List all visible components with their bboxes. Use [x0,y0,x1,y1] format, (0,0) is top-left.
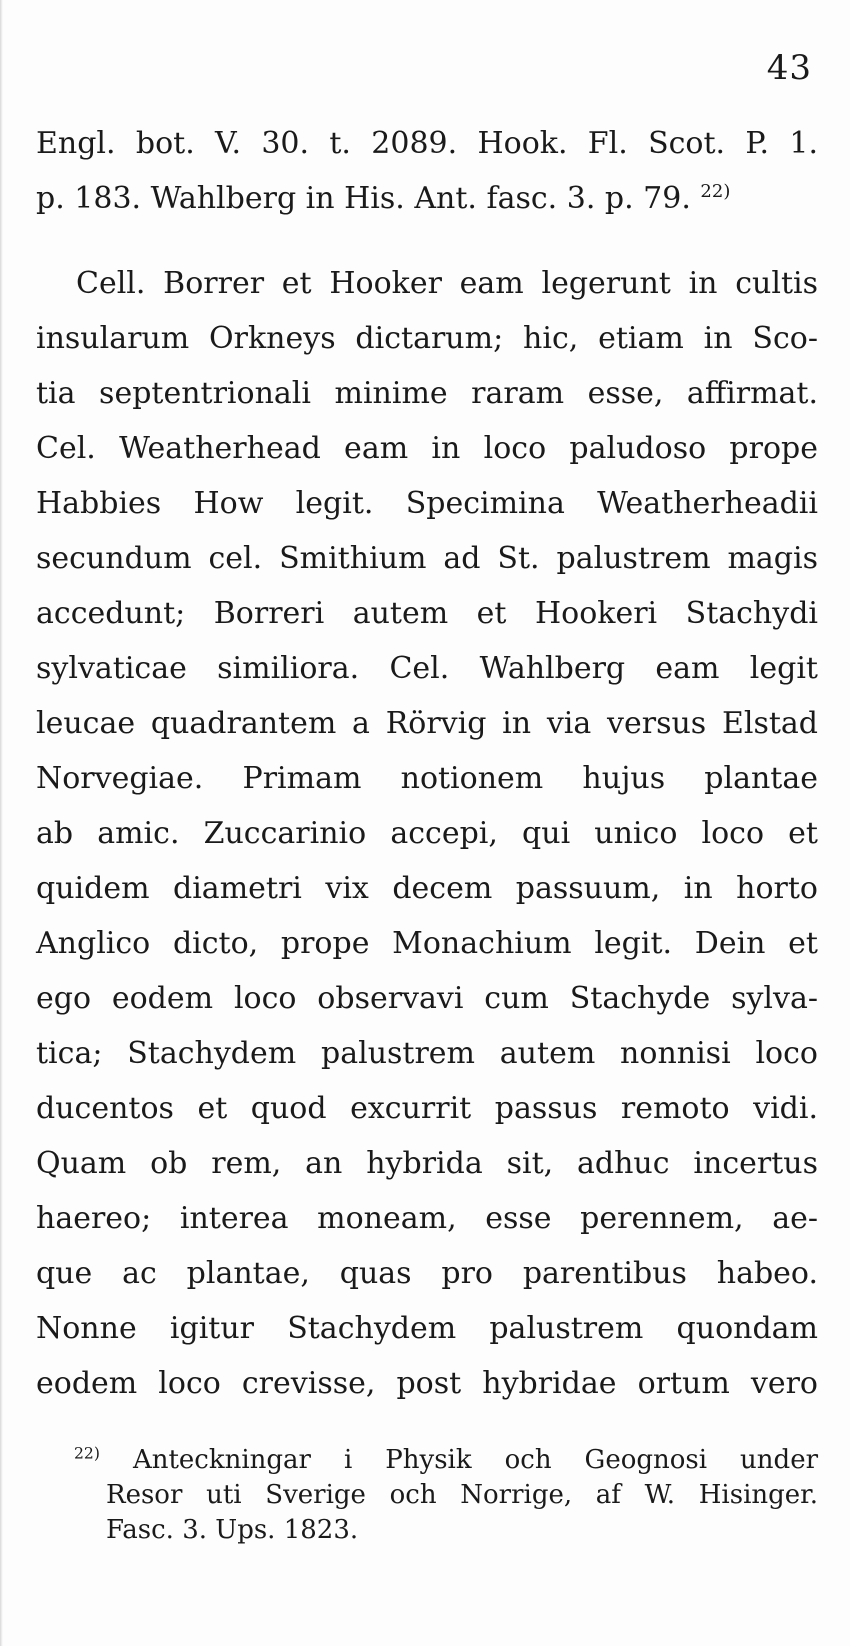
text-line: secundum cel. Smithium ad St. palustrem magis [36,541,818,576]
text-line: eodem loco crevisse, post hybridae ortum vero [36,1366,818,1401]
text-line: insularum Orkneys dictarum; hic, etiam in Sco- [36,321,818,356]
text-line: ab amic. Zuccarinio accepi, qui unico loco et [36,816,818,851]
reference-line [36,171,818,226]
text-line: accedunt; Borreri autem et Hookeri Stachydi [36,596,818,631]
footnote-mark: 22) [74,1444,100,1463]
text-line: quidem diametri vix decem passuum, in horto [36,871,818,906]
text-line: haereo; interea moneam, esse perennem, ae- [36,1201,818,1236]
footnote-line: Fasc. 3. Ups. 1823. [106,1515,359,1545]
page-edge-shadow [0,0,3,1646]
page-number: 43 [766,48,812,88]
text-line: Anglico dicto, prope Monachium legit. Dein et [36,926,818,961]
footnote [74,1443,818,1548]
text-line: leucae quadrantem a Rörvig in via versus Elstad [36,706,818,741]
footnote-line [74,1443,818,1478]
main-paragraph [36,256,818,1411]
text-line: que ac plantae, quas pro parentibus habeo. [36,1256,818,1291]
text-line: tica; Stachydem palustrem autem nonnisi loco [36,1036,818,1071]
reference-block [36,116,818,226]
text-line: Quam ob rem, an hybrida sit, adhuc incertus [36,1146,818,1181]
text-line: Nonne igitur Stachydem palustrem quondam [36,1311,818,1346]
reference-line: Engl. bot. V. 30. t. 2089. Hook. Fl. Scot. P. 1. [36,126,818,161]
text-line: sylvaticae similiora. Cel. Wahlberg eam legit [36,651,818,686]
footnote-line-text: Anteckningar i Physik och Geognosi under [132,1445,819,1475]
text-line: Cell. Borrer et Hooker eam legerunt in cultis [76,266,818,301]
footnote-reference-mark[interactable]: 22) [700,181,731,203]
text-line: Habbies How legit. Specimina Weatherheadii [36,486,818,521]
text-line: tia septentrionali minime raram esse, affirmat. [36,376,818,411]
text-line: Cel. Weatherhead eam in loco paludoso prope [36,431,818,466]
text-line: Norvegiae. Primam notionem hujus plantae [36,761,818,796]
reference-line-text: p. 183. Wahlberg in His. Ant. fasc. 3. p. 79. [36,181,691,216]
text-line: ego eodem loco observavi cum Stachyde sylva- [36,981,818,1016]
text-line: ducentos et quod excurrit passus remoto vidi. [36,1091,818,1126]
footnote-line: Resor uti Sverige och Norrige, af W. Hisinger. [106,1480,818,1510]
